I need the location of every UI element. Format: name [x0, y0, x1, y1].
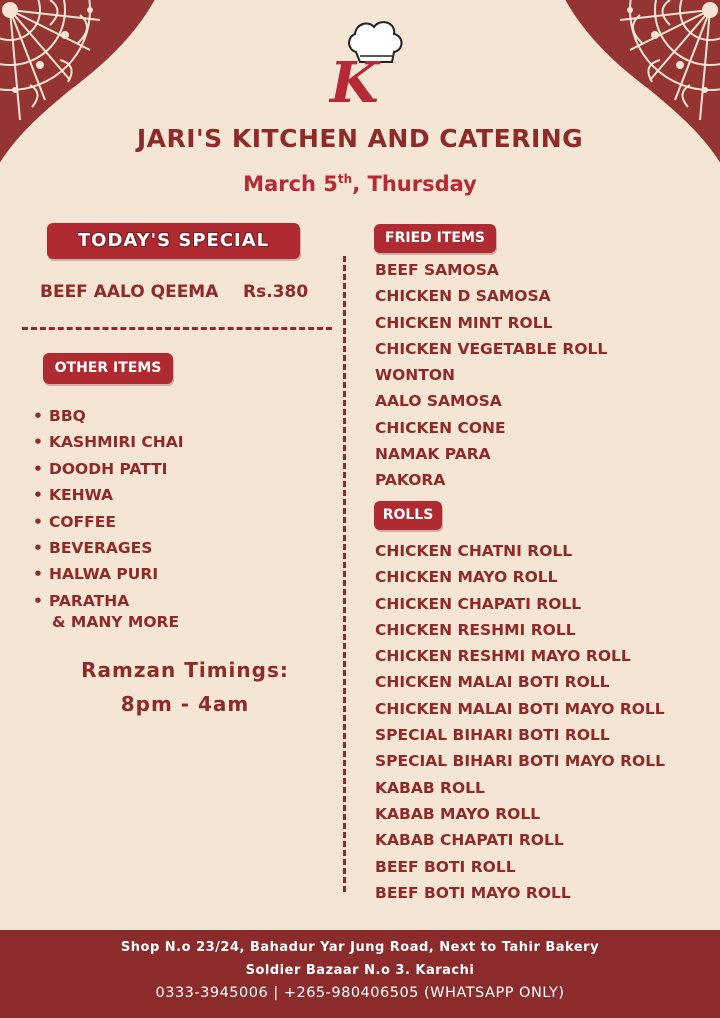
list-item: • DOODH PATTI [33, 456, 184, 482]
bullet-icon: • [33, 407, 43, 425]
other-items-heading: OTHER ITEMS [43, 353, 173, 384]
many-more-note: & MANY MORE [52, 613, 180, 631]
rolls-list [375, 538, 665, 906]
list-item: WONTON [375, 366, 455, 385]
fried-items-heading: FRIED ITEMS [374, 224, 496, 253]
list-item: NAMAK PARA [375, 445, 491, 464]
list-item: CHICKEN CHATNI ROLL [375, 542, 573, 560]
fried-items-list [375, 257, 607, 494]
list-item: BEEF SAMOSA [375, 261, 499, 279]
list-item: AALO SAMOSA [375, 392, 502, 411]
brand-logo [308, 10, 418, 110]
mandala-ornament-icon [560, 0, 720, 180]
vertical-divider [343, 256, 346, 892]
list-item: • BBQ [33, 403, 184, 429]
other-items-list [33, 403, 184, 614]
rolls-heading: ROLLS [374, 501, 442, 530]
special-item-price: Rs.380 [243, 282, 309, 302]
bullet-icon: • [33, 538, 43, 557]
list-item: • PARATHA [33, 588, 184, 614]
list-item: CHICKEN CONE [375, 418, 506, 437]
bullet-icon: • [33, 433, 43, 452]
list-item: CHICKEN D SAMOSA [375, 287, 551, 306]
menu-date: March 5th, Thursday [243, 172, 477, 196]
list-item: CHICKEN RESHMI ROLL [375, 620, 576, 639]
bullet-icon: • [33, 512, 43, 531]
timings-hours: 8pm - 4am [120, 692, 250, 716]
list-item: CHICKEN MALAI BOTI ROLL [375, 673, 610, 692]
list-item: SPECIAL BIHARI BOTI MAYO ROLL [375, 752, 665, 771]
bullet-icon: • [33, 591, 43, 610]
todays-special-heading: TODAY'S SPECIAL [47, 223, 300, 259]
list-item: • COFFEE [33, 509, 184, 535]
timings-label: Ramzan Timings: [81, 658, 289, 682]
address-line-1: Shop N.o 23/24, Bahadur Yar Jung Road, Next to Tahir Bakery [120, 940, 600, 955]
list-item: BEEF BOTI MAYO ROLL [375, 883, 571, 902]
list-item: CHICKEN RESHMI MAYO ROLL [375, 647, 631, 666]
list-item: PAKORA [375, 471, 446, 490]
bullet-icon: • [33, 486, 43, 505]
footer-bar [0, 930, 720, 1018]
bullet-icon: • [33, 565, 43, 584]
list-item: KABAB CHAPATI ROLL [375, 831, 564, 850]
business-name: JARI'S KITCHEN AND CATERING [136, 124, 584, 153]
horizontal-divider [22, 327, 332, 330]
list-item: • KEHWA [33, 482, 184, 508]
list-item: CHICKEN MALAI BOTI MAYO ROLL [375, 699, 665, 718]
address-line-2: Soldier Bazaar N.o 3. Karachi [245, 963, 475, 978]
svg-text:K: K [330, 50, 379, 110]
list-item: BEEF BOTI ROLL [375, 857, 516, 876]
list-item: KABAB MAYO ROLL [375, 804, 541, 823]
mandala-ornament-icon [0, 0, 160, 180]
list-item: • KASHMIRI CHAI [33, 429, 184, 455]
list-item: SPECIAL BIHARI BOTI ROLL [375, 726, 610, 745]
list-item: KABAB ROLL [375, 778, 485, 797]
phone-numbers: 0333-3945006 | +265-980406505 (WHATSAPP ONLY) [155, 985, 565, 1001]
list-item: • BEVERAGES [33, 535, 184, 561]
list-item: CHICKEN MAYO ROLL [375, 568, 558, 587]
list-item: CHICKEN MINT ROLL [375, 313, 553, 332]
list-item: CHICKEN CHAPATI ROLL [375, 594, 582, 613]
special-item-name: BEEF AALO QEEMA [40, 282, 219, 302]
list-item: CHICKEN VEGETABLE ROLL [375, 339, 608, 358]
bullet-icon: • [33, 459, 43, 478]
list-item: • HALWA PURI [33, 561, 184, 587]
